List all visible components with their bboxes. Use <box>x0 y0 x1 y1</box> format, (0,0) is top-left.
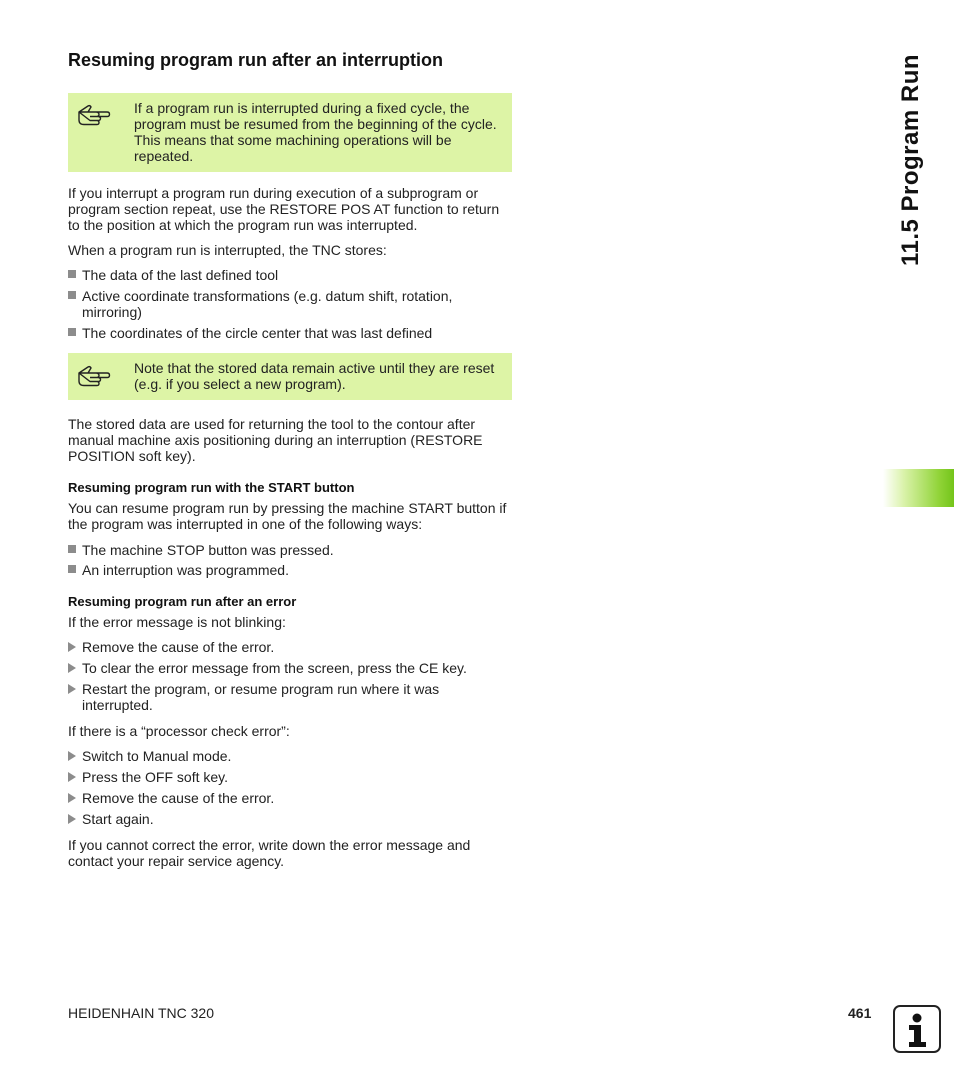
step-item: Remove the cause of the error. <box>68 790 498 806</box>
note-text: Note that the stored data remain active until they are reset (e.g. if you select a new program). <box>134 360 495 392</box>
step-item: To clear the error message from the screen, press the CE key. <box>68 660 498 676</box>
step-arrow-icon <box>68 772 76 782</box>
step-item: Switch to Manual mode. <box>68 748 498 764</box>
step-item: Press the OFF soft key. <box>68 769 498 785</box>
step-arrow-icon <box>68 793 76 803</box>
note-text: If a program run is interrupted during a fixed cycle, the program must be resumed from the beginning of the cycle. This means that some machining operations will be repeated. <box>134 100 497 164</box>
step-arrow-icon <box>68 684 76 694</box>
step-arrow-icon <box>68 751 76 761</box>
step-arrow-icon <box>68 642 76 652</box>
page-number: 461 <box>848 1005 872 1021</box>
step-arrow-icon <box>68 663 76 673</box>
bullet-square-icon <box>68 565 76 573</box>
subheading: Resuming program run after an error <box>68 594 297 609</box>
note-box <box>68 93 512 172</box>
list-item: An interruption was programmed. <box>68 562 498 578</box>
bullet-square-icon <box>68 545 76 553</box>
step-arrow-icon <box>68 814 76 824</box>
list-item: The coordinates of the circle center that was last defined <box>68 325 498 341</box>
list-item: The machine STOP button was pressed. <box>68 542 498 558</box>
paragraph: If there is a “processor check error”: <box>68 723 290 739</box>
bullet-square-icon <box>68 291 76 299</box>
paragraph: The stored data are used for returning the tool to the contour after manual machine axis positioning during an interruption (RESTORE POSITION soft key). <box>68 416 483 464</box>
subheading: Resuming program run with the START button <box>68 480 355 495</box>
list-item: Active coordinate transformations (e.g. datum shift, rotation, mirroring) <box>68 288 498 320</box>
chapter-side-title: 11.5 Program Run <box>897 53 924 267</box>
step-item: Start again. <box>68 811 498 827</box>
bullet-square-icon <box>68 328 76 336</box>
step-item: Restart the program, or resume program run where it was interrupted. <box>68 681 498 713</box>
note-box <box>68 353 512 400</box>
list-item: The data of the last defined tool <box>68 267 498 283</box>
bullet-square-icon <box>68 270 76 278</box>
paragraph: If the error message is not blinking: <box>68 614 286 630</box>
chapter-tab <box>883 469 954 507</box>
footer-product: HEIDENHAIN TNC 320 <box>68 1005 215 1021</box>
info-button[interactable] <box>893 1005 941 1053</box>
paragraph: When a program run is interrupted, the TNC stores: <box>68 242 387 258</box>
pointing-hand-icon <box>76 103 112 127</box>
pointing-hand-icon <box>76 364 112 388</box>
paragraph: You can resume program run by pressing the machine START button if the program was interrupted in one of the following ways: <box>68 500 507 532</box>
section-title: Resuming program run after an interruption <box>68 50 444 70</box>
info-icon <box>895 1007 939 1051</box>
paragraph: If you interrupt a program run during execution of a subprogram or program section repeat, use the RESTORE POS AT function to return to the position at which the program run was interrupted. <box>68 185 500 233</box>
step-item: Remove the cause of the error. <box>68 639 498 655</box>
paragraph: If you cannot correct the error, write down the error message and contact your repair service agency. <box>68 837 471 869</box>
